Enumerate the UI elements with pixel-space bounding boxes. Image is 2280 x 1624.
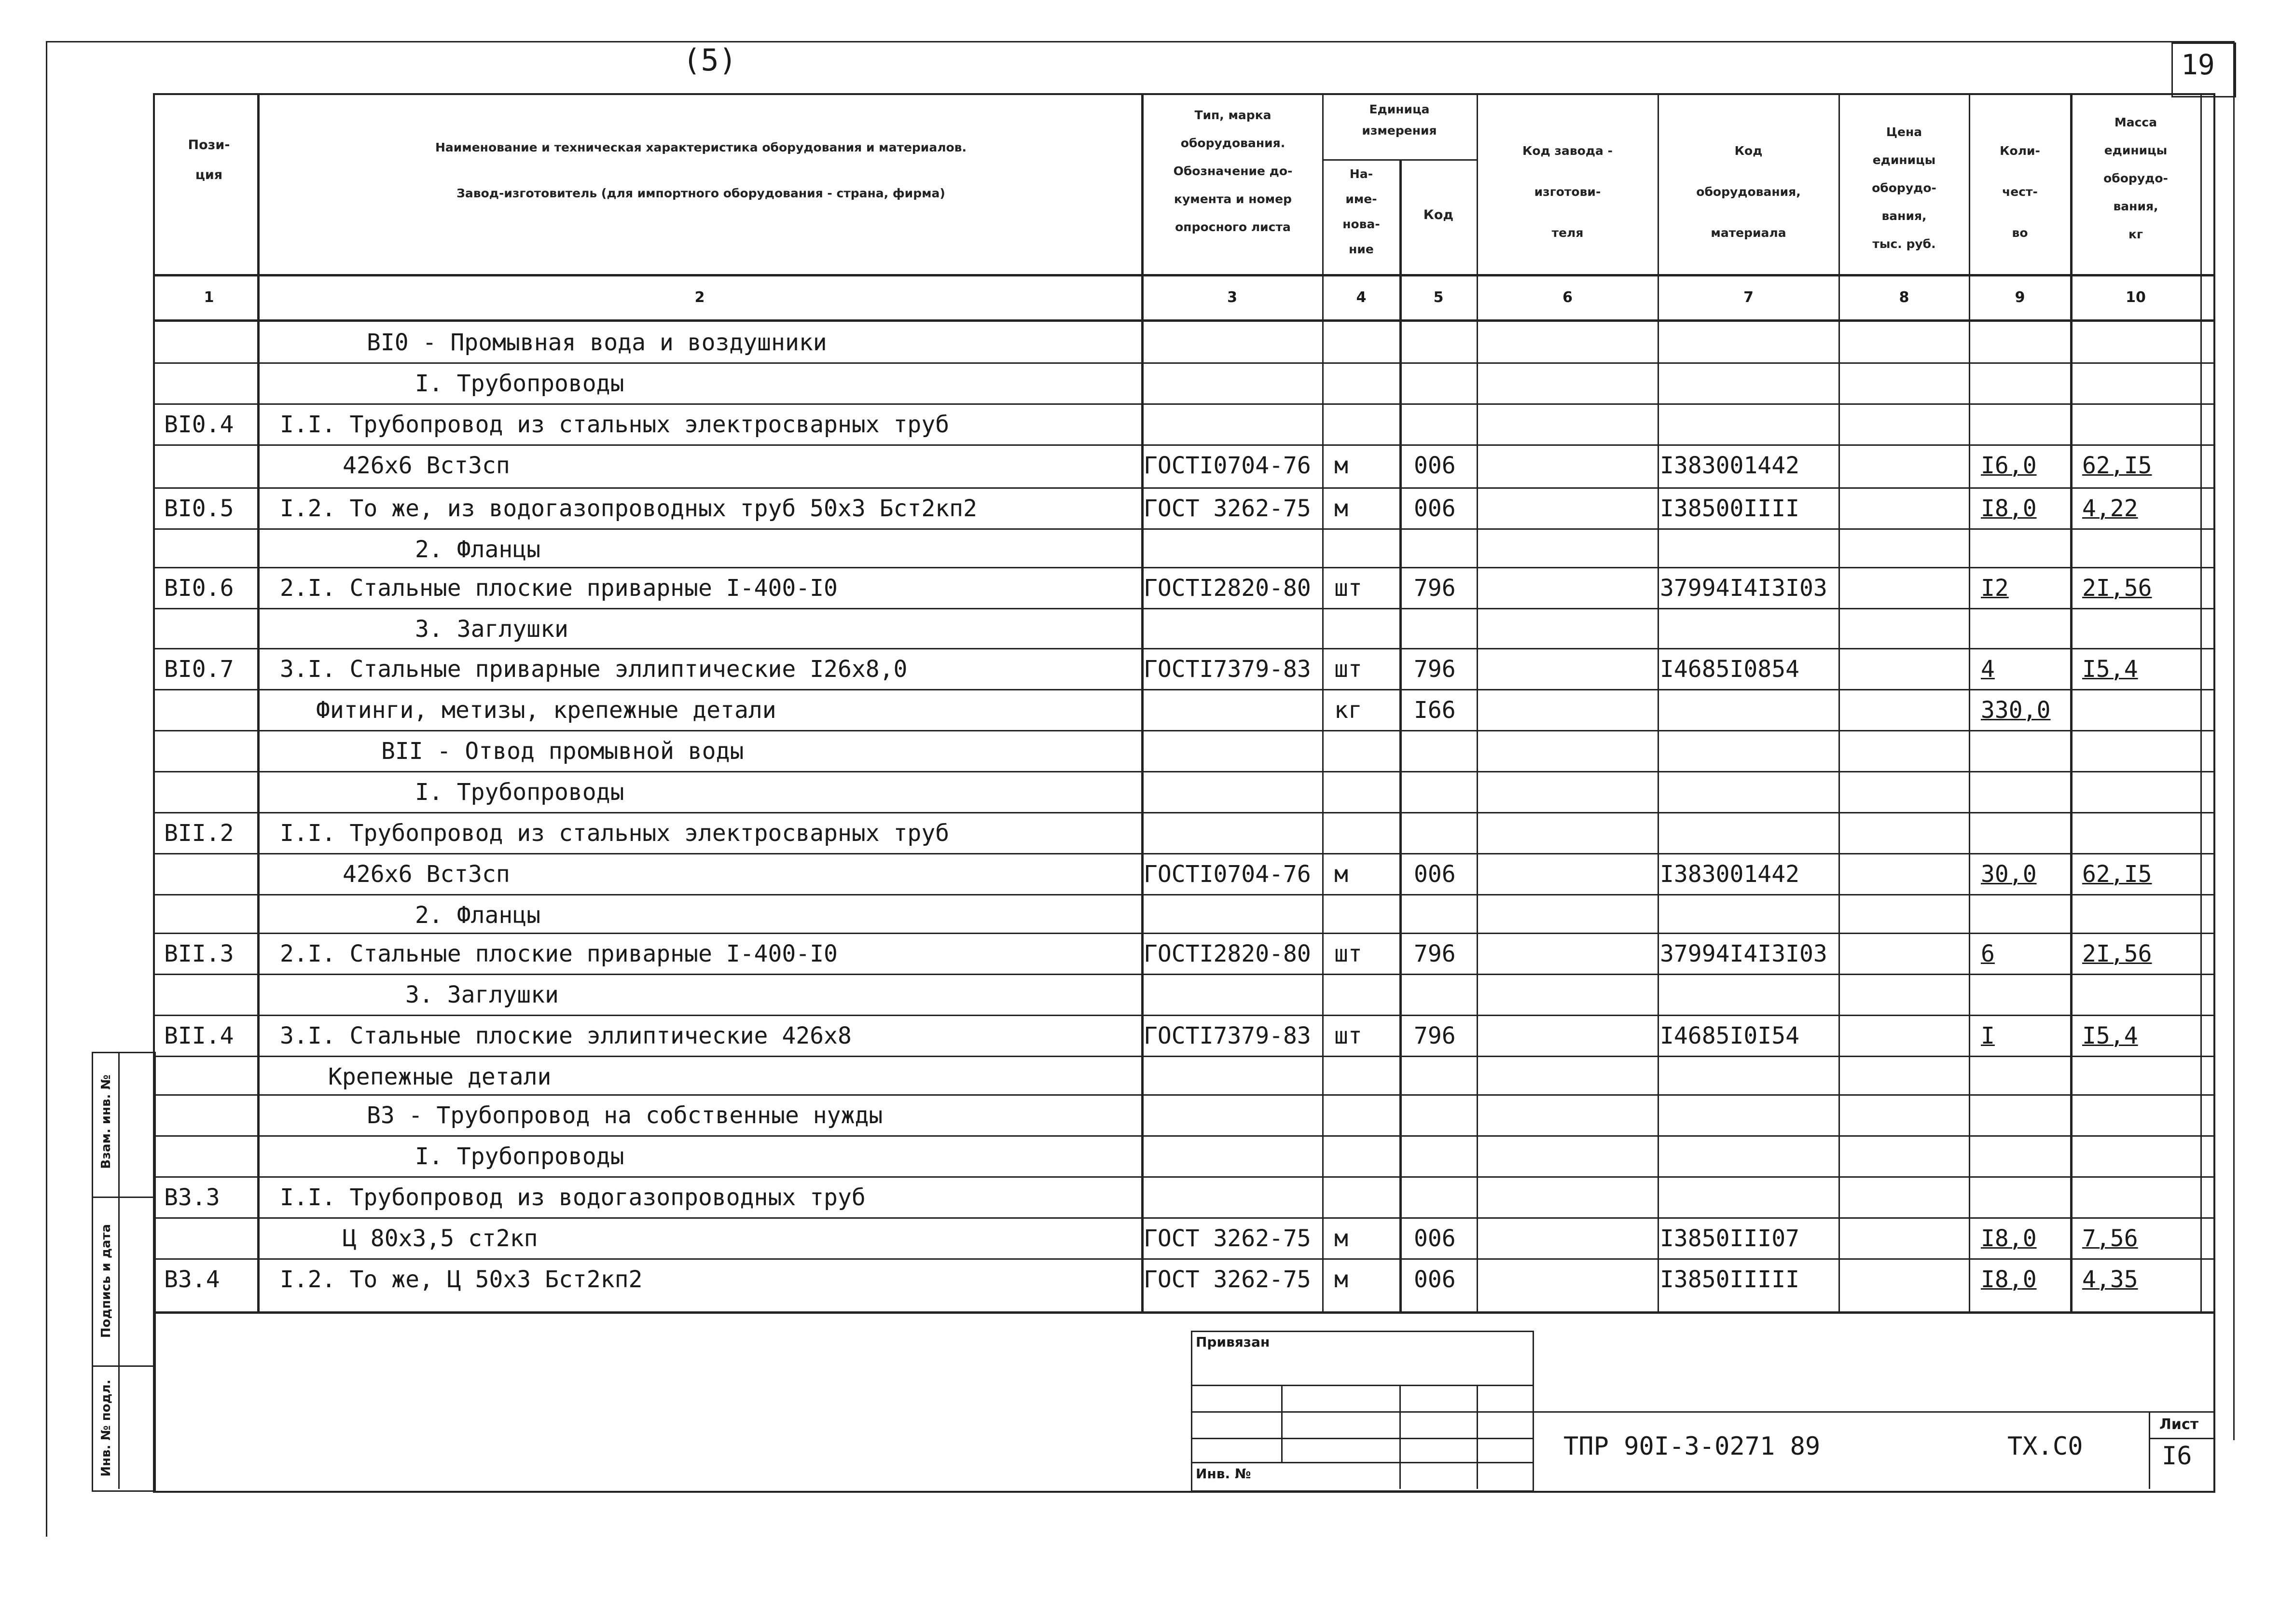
row-name: 2. Фланцы [415,902,541,929]
row-doc: ГОСТI7379-83 [1144,656,1311,683]
row-code: I66 [1414,697,1456,724]
row-name: Ц 80x3,5 ст2кп [343,1225,538,1252]
row-pos: BI0.5 [164,495,234,522]
row-name: B3 - Трубопровод на собственные нужды [367,1102,883,1129]
title-block-top-line [1531,1411,2213,1413]
row-name: BI0 - Промывная вода и воздушники [367,329,827,356]
row-qty: I8,0 [1981,1225,2037,1252]
row-doc: ГОСТI7379-83 [1144,1022,1311,1049]
row-name: BII - Отвод промывной воды [381,738,744,765]
side-stamp-original-inv: Инв. № подл. [99,1379,113,1477]
col-line-8 [1969,93,1970,1312]
row-code: 796 [1414,940,1456,967]
row-qty: I6,0 [1981,452,2037,479]
colnum-6: 6 [1562,289,1573,306]
row-pos: B3.4 [164,1266,220,1293]
row-doc: ГОСТI0704-76 [1144,452,1311,479]
row-mass: 4,22 [2082,495,2138,522]
header-price: Цена единицы оборудо- вания, тыс. руб. [1872,125,1936,251]
header-name-line2: Завод-изготовитель (для импортного оборудования - страна, фирма) [456,186,945,200]
row-doc: ГОСТ 3262-75 [1144,1225,1311,1252]
row-name: I.2. То же, Ц 50x3 Бст2кп2 [280,1266,643,1293]
row-name: 426x6 ВстЗсп [343,452,510,479]
row-matcode: 37994I4I3I03 [1660,940,1827,967]
header-quantity: Коли- чест- во [2000,144,2040,240]
row-mass: 2I,56 [2082,575,2152,602]
row-doc: ГОСТ 3262-75 [1144,1266,1311,1293]
row-name: Крепежные детали [328,1063,552,1090]
row-code: 796 [1414,575,1456,602]
row-name: I. Трубопроводы [415,1143,624,1170]
row-name: 2.I. Стальные плоские приварные I-400-I0 [280,940,838,967]
col-line-1 [257,93,260,1312]
row-matcode: I383001442 [1660,452,1799,479]
row-name: I.I. Трубопровод из водогазопроводных труб [280,1184,866,1211]
row-qty: 6 [1981,940,1995,967]
row-qty: 330,0 [1981,697,2051,724]
linked-stamp-line-1 [1191,1385,1533,1386]
outer-frame-right [2233,41,2235,1440]
row-name: 3.I. Стальные приварные эллиптические I26x8,0 [280,656,908,683]
linked-stamp-line-3 [1191,1438,1533,1439]
row-matcode: I3850IIIII [1660,1266,1799,1293]
col-line-7 [1838,93,1840,1312]
row-mass: I5,4 [2082,1022,2138,1049]
header-plant-code: Код завода - изготови- теля [1522,144,1613,240]
sheet-number: I6 [2162,1442,2192,1471]
col-line-9 [2070,93,2073,1312]
row-name: 2.I. Стальные плоские приварные I-400-I0 [280,575,838,602]
row-pos: BII.4 [164,1022,234,1049]
colnum-9: 9 [2015,289,2025,306]
row-name: 426x6 ВстЗсп [343,861,510,888]
sheet-box-divider [2149,1411,2150,1489]
row-unit: шт [1334,575,1362,602]
row-doc: ГОСТI2820-80 [1144,575,1311,602]
header-type: Тип, марка оборудования. Обозначение до- кумента и номер опросного листа [1173,108,1293,234]
row-name: I. Трубопроводы [415,779,624,806]
colnum-2: 2 [694,289,705,306]
page-number-top: (5) [683,42,737,78]
row-unit: шт [1334,940,1362,967]
row-pos: BI0.7 [164,656,234,683]
set-code: ТХ.С0 [2007,1432,2083,1461]
row-code: 796 [1414,1022,1456,1049]
row-qty: I2 [1981,575,2009,602]
colnum-bottom-line [153,319,2213,322]
side-stamp-sign-date: Подпись и дата [99,1224,113,1338]
side-stamp-divider [118,1052,120,1489]
row-unit: шт [1334,1022,1362,1049]
row-matcode: I3850III07 [1660,1225,1799,1252]
row-matcode: I383001442 [1660,861,1799,888]
row-code: 006 [1414,495,1456,522]
row-unit: м [1334,1225,1348,1252]
row-qty: I [1981,1022,1995,1049]
side-stamp-line-1 [92,1197,153,1198]
row-name: I.2. То же, из водогазопроводных труб 50x3 Бст2кп2 [280,495,977,522]
row-qty: I8,0 [1981,1266,2037,1293]
sheet-label: Лист [2159,1416,2199,1433]
row-pos: BII.3 [164,940,234,967]
header-unit-code: Код [1423,207,1454,222]
row-matcode: I38500IIII [1660,495,1799,522]
document-code: ТПР 90I-3-0271 89 [1563,1432,1821,1461]
row-matcode: I4685I0I54 [1660,1022,1799,1049]
row-mass: 7,56 [2082,1225,2138,1252]
row-matcode: 37994I4I3I03 [1660,575,1827,602]
col-line-10 [2200,93,2202,1312]
row-mass: 62,I5 [2082,452,2152,479]
row-doc: ГОСТI0704-76 [1144,861,1311,888]
sheet-box-line [2149,1438,2213,1439]
col-line-2 [1141,93,1144,1312]
linked-stamp-label: Привязан [1196,1334,1270,1350]
row-name: 3. Заглушки [415,616,568,643]
row-matcode: I4685I0854 [1660,656,1799,683]
header-name-line1: Наименование и техническая характеристика оборудования и материалов. [435,140,967,154]
colnum-1: 1 [204,289,214,306]
row-unit: м [1334,1266,1348,1293]
row-pos: BII.2 [164,820,234,847]
row-unit: м [1334,495,1348,522]
outer-frame-left [46,41,47,1537]
row-name: I.I. Трубопровод из стальных электросварных труб [280,820,950,847]
row-code: 006 [1414,1266,1456,1293]
colnum-8: 8 [1899,289,1909,306]
linked-stamp-vline-3 [1477,1385,1478,1489]
row-qty: I8,0 [1981,495,2037,522]
row-name: Фитинги, метизы, крепежные детали [316,697,776,724]
linked-stamp-inv: Инв. № [1196,1466,1251,1482]
row-mass: 4,35 [2082,1266,2138,1293]
row-name: 3.I. Стальные плоские эллиптические 426x8 [280,1022,852,1049]
row-doc: ГОСТ 3262-75 [1144,495,1311,522]
colnum-10: 10 [2126,289,2146,306]
col-line-6 [1658,93,1659,1312]
row-qty: 30,0 [1981,861,2037,888]
row-name: 2. Фланцы [415,536,541,563]
header-position: Пози- ция [188,138,230,182]
colnum-7: 7 [1743,289,1754,306]
linked-stamp-vline-2 [1399,1385,1401,1489]
row-unit: кг [1334,697,1362,724]
row-unit: м [1334,452,1348,479]
col-line-5 [1477,93,1478,1312]
row-mass: I5,4 [2082,656,2138,683]
header-bottom-line [153,274,2213,276]
outer-frame-top [46,41,2234,42]
colnum-3: 3 [1227,289,1237,306]
row-pos: B3.3 [164,1184,220,1211]
sheet-corner-number: 19 [2181,48,2215,81]
row-separator [153,1311,2213,1313]
linked-stamp-line-2 [1191,1411,1533,1413]
side-stamp-replaced-inv: Взам. инв. № [99,1074,113,1169]
row-code: 006 [1414,452,1456,479]
row-qty: 4 [1981,656,1995,683]
row-mass: 2I,56 [2082,940,2152,967]
row-unit: м [1334,861,1348,888]
linked-stamp-line-4 [1191,1462,1533,1463]
row-code: 006 [1414,1225,1456,1252]
row-doc: ГОСТI2820-80 [1144,940,1311,967]
row-mass: 62,I5 [2082,861,2152,888]
row-code: 006 [1414,861,1456,888]
header-material-code: Код оборудования, материала [1696,144,1801,240]
row-name: I.I. Трубопровод из стальных электросварных труб [280,411,950,438]
col-line-4 [1399,159,1402,1312]
header-unit-name: На- име- нова- ние [1342,167,1380,256]
colnum-4: 4 [1356,289,1367,306]
row-name: 3. Заглушки [405,981,559,1008]
row-pos: BI0.6 [164,575,234,602]
col-line-3 [1322,93,1324,1312]
linked-stamp-vline-1 [1281,1385,1283,1462]
row-name: I. Трубопроводы [415,370,624,397]
header-mass: Масса единицы оборудо- вания, кг [2103,115,2168,241]
row-unit: шт [1334,656,1362,683]
header-unit-group: Единица измерения [1362,102,1437,138]
row-code: 796 [1414,656,1456,683]
row-pos: BI0.4 [164,411,234,438]
colnum-5: 5 [1433,289,1444,306]
